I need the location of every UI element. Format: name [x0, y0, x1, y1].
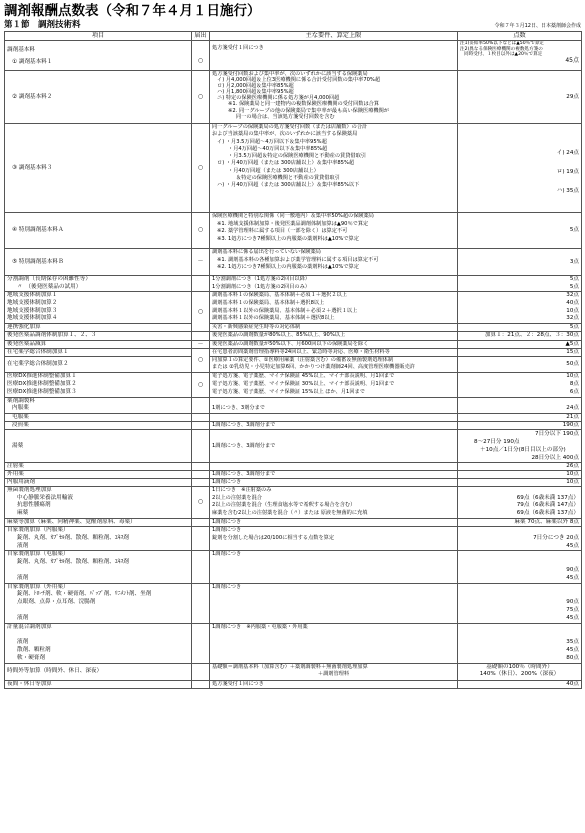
item-cell: ④ 特別調剤基本料Ａ: [5, 213, 192, 249]
table-row: [5, 349, 582, 357]
item-cell: 在宅薬学総合体制加算１: [5, 349, 192, 357]
points-cell: 5点: [458, 324, 582, 332]
notify-cell: [192, 421, 210, 429]
points-cell: 40点: [458, 680, 582, 688]
table-row: [5, 680, 582, 688]
req-cell: 基礎額＝調剤基本料（加算含む）＋薬剤調製料＋無菌製剤処理加算 ＋調剤管理料: [210, 663, 458, 680]
points-cell: ▲5点: [458, 341, 582, 349]
notify-cell: [192, 518, 210, 526]
notify-cell: [192, 332, 210, 341]
points-cell: 5点: [458, 213, 582, 249]
item-cell: 自家製剤加算（外用薬） 錠剤、ﾄﾛｰﾁ剤、軟・硬膏剤、ﾊﾟｯﾌﾟ剤、ﾘﾆﾒﾝﾄ剤、坐剤 点眼剤、点鼻・点耳剤、浣腸剤 液剤: [5, 583, 192, 623]
points-cell: 5点 5点: [458, 276, 582, 292]
fee-table: [4, 31, 582, 689]
table-row: [5, 292, 582, 324]
date-note: 令和７年３月12日、日本薬剤師会作成: [494, 23, 581, 29]
table-row: [5, 583, 582, 623]
points-cell: 3点: [458, 249, 582, 276]
req-cell: 後発医薬品の調剤数量が50%以下、月600回以下の保険薬局を除く: [210, 341, 458, 349]
page-title: 調剤報酬点数表（令和７年４月１日施行）: [4, 3, 261, 19]
req-cell: 同一グループの保険薬局の処方箋受付回数（または店舗数）の合計 および当該薬局の集中率が、次のいずれかに該当する保険薬局 イ) ・月3.5万回超～4万回以下＆集中率95%超 ・月4万回超～40万回以下＆集中率85%超 ・月3.5万回超＆特定の保険医療機関と不動産の賃貸借取引 ロ) ・月40万回超（または 300店舗以上）＆集中率85%超 ・月40万回超（または 300店舗以上） ＆特定の保険医療機関と不動産の賃貸借取引 ハ) ・月40万回超（または 300店舗以上）＆集中率85%以下: [210, 124, 458, 213]
table-row: [5, 372, 582, 397]
req-cell: 保険医療機関と特別な関係（同一敷地内）＆集中率50%超の保険薬局 ※1. 地域支援体制加算・後発医薬品調剤体制加算は▲90％で算定 ※2. 薬学管理料に属する項目（一部を除く）は算定不可 ※3. 1処方につき7種類以上の内服薬の薬剤料は▲10%で算定: [210, 213, 458, 249]
item-cell: 夜間・休日等加算: [5, 680, 192, 688]
table-row: [5, 41, 582, 71]
points-cell: 90点 75点 45点: [458, 583, 582, 623]
points-cell: 50点: [458, 357, 582, 373]
req-cell: 電子処方箋、電子薬歴、マイナ保険証 45%以上、マイナ部長説明、月1回まで 電子処方箋、電子薬歴、マイナ保険証 30%以上、マイナ部長説明、月1回まで 電子処方箋、電子薬歴、マイナ保険証 15%以上 ほか、月1回まで: [210, 372, 458, 397]
table-row: [5, 357, 582, 373]
item-cell: 後発医薬品減算: [5, 341, 192, 349]
notify-cell: [192, 623, 210, 663]
req-cell: 1調剤につき、3調剤分まで: [210, 421, 458, 429]
item-cell: 後発医薬品調剤体制加算１、２、３: [5, 332, 192, 341]
req-cell: 1調剤につき: [210, 478, 458, 486]
points-cell: 21点: [458, 413, 582, 421]
req-cell: 後発医薬品の調剤数量が80%以上、85%以上、90%以上: [210, 332, 458, 341]
notify-cell: [192, 276, 210, 292]
table-row: [5, 470, 582, 478]
item-cell: ② 調剤基本料２: [5, 71, 192, 124]
table-row: [5, 397, 582, 413]
notify-cell: [192, 526, 210, 550]
req-cell: 処方箋受付回数および集中率が、次のいずれかに該当する保険薬局 イ) 月4,000回超＆上位3医療機関に係る合計受付回数の集中率70%超 ロ) 月2,000回超＆集中率85%超 ハ) 月1,800回超＆集中率95%超 ニ) 特定の保険医療機関に係る処方箋が月4,000回超 ※1. 保険薬局と同一建物内の複数保険医療機関の受付回数は合算 ※2. 同一グループの他の保険薬局で集中率が最も高い保険医療機関が 同一の場合は、当該処方箋受付回数を含む: [210, 71, 458, 124]
req-cell: [210, 462, 458, 470]
header-points: 点数: [458, 32, 582, 41]
item-cell: ⑤ 特別調剤基本料Ｂ: [5, 249, 192, 276]
notify-cell: ○: [192, 349, 210, 373]
table-row: [5, 623, 582, 663]
item-cell: 屯服薬: [5, 413, 192, 421]
notify-cell: [192, 413, 210, 421]
table-row: [5, 551, 582, 583]
req-cell: 災害・新興感染症発生時等の対応体制: [210, 324, 458, 332]
item-cell: 分割調剤（長期保存の困難性等） 〃 （後発医薬品の試用）: [5, 276, 192, 292]
points-cell: 注1)妥結率50%以下などは▲50％で算定 注2)異なる保険医療機関の複数処方箋の 同時受付、１枚目以外は▲20％で算定 45点: [458, 41, 582, 71]
notify-cell: [192, 478, 210, 486]
req-cell: [210, 413, 458, 421]
notify-cell: －: [192, 249, 210, 276]
item-cell: 注射薬: [5, 462, 192, 470]
points-cell: 7日分につき 20点 45点: [458, 526, 582, 550]
item-cell: 外用薬: [5, 470, 192, 478]
notify-cell: ○: [192, 486, 210, 518]
req-cell: 1日につき ※注射薬のみ 2以上の注射薬を混合 2以上の注射薬を混合（生理食塩水等で希釈する場合を含む） 麻薬を含む2以上の注射薬を混合（〃）または 原液を無菌的に充填: [210, 486, 458, 518]
points-cell: 24点: [458, 397, 582, 413]
table-row: [5, 341, 582, 349]
req-cell: 1調剤につき 錠剤を分割した場合は20/100に相当する点数を算定: [210, 526, 458, 550]
notify-cell: [192, 470, 210, 478]
item-cell: 医療DX推進体制整備加算１ 医療DX推進体制整備加算２ 医療DX推進体制整備加算３: [5, 372, 192, 397]
table-row: [5, 324, 582, 332]
points-cell: 35点 45点 80点: [458, 623, 582, 663]
table-row: [5, 249, 582, 276]
req-cell: 1調剤につき ※内服薬・屯服薬・外用薬: [210, 623, 458, 663]
item-cell: 時間外等加算（時間外、休日、深夜）: [5, 663, 192, 680]
item-cell: 湯薬: [5, 429, 192, 462]
item-cell: 麻薬等加算（麻薬、向精神薬、覚醒剤原料、毒薬）: [5, 518, 192, 526]
points-cell: 麻薬 70点、麻薬以外 8点: [458, 518, 582, 526]
points-cell: 190点: [458, 421, 582, 429]
notify-cell: [192, 680, 210, 688]
item-cell: 調剤基本料 ① 調剤基本料１: [5, 41, 192, 71]
header-requirements: 主な要件、算定上限: [210, 32, 458, 41]
notify-cell: [192, 397, 210, 413]
table-row: [5, 332, 582, 341]
table-row: [5, 486, 582, 518]
req-cell: 1調剤につき、3調剤分まで: [210, 470, 458, 478]
table-row: [5, 71, 582, 124]
table-row: [5, 124, 582, 213]
table-row: [5, 276, 582, 292]
points-cell: 29点: [458, 71, 582, 124]
req-cell: 1調剤につき: [210, 518, 458, 526]
points-cell: 90点 45点: [458, 551, 582, 583]
document: [4, 0, 581, 689]
notify-cell: [192, 462, 210, 470]
item-cell: 地域支援体制加算１ 地域支援体制加算２ 地域支援体制加算３ 地域支援体制加算４: [5, 292, 192, 324]
notify-cell: ○: [192, 372, 210, 397]
req-cell: 同加算１の算定要件、①医療用麻薬（注射薬含む）の備蓄＆無菌製剤処理体制 または ②乳幼児・小児特定加算6回、かかりつけ薬剤師24回、高度管理医療機器販売許: [210, 357, 458, 373]
header-item: 項目: [5, 32, 192, 41]
table-row: [5, 478, 582, 486]
req-cell: 1調剤につき: [210, 583, 458, 623]
req-cell: 1剤につき、3剤分まで: [210, 397, 458, 413]
points-cell: 基礎額の100％（時間外） 140%（休日）、200%（深夜）: [458, 663, 582, 680]
req-cell: 1調剤につき: [210, 551, 458, 583]
item-cell: ③ 調剤基本料３: [5, 124, 192, 213]
notify-cell: －: [192, 341, 210, 349]
table-row: [5, 526, 582, 550]
points-cell: 10点 8点 6点: [458, 372, 582, 397]
subheader: [4, 20, 581, 31]
req-cell: 調剤基本料に係る届出を行っていない保険薬局 ※1. 調剤基本料の各種加算および薬学管理料に属する項目は算定不可 ※2. 1処方につき7種類以上の内服薬の薬剤料は▲10%で算定: [210, 249, 458, 276]
points-cell: 10点: [458, 470, 582, 478]
header-notify: 届出: [192, 32, 210, 41]
points-cell: 10点: [458, 478, 582, 486]
req-cell: 1調剤につき、3調剤分まで: [210, 429, 458, 462]
table-header-row: [5, 32, 582, 41]
req-cell: 処方箋受付１回につき: [210, 680, 458, 688]
item-cell: 薬剤調製料 内服薬: [5, 397, 192, 413]
notify-cell: ○: [192, 41, 210, 71]
notify-cell: [192, 583, 210, 623]
notify-cell: ○: [192, 124, 210, 213]
table-row: [5, 429, 582, 462]
notify-cell: ○: [192, 292, 210, 332]
notify-cell: [192, 663, 210, 680]
notify-cell: [192, 551, 210, 583]
points-cell: 7日分以下 190点 8～27日分 190点 ＋10点／1日分(8日目以上の部分) 28日分以上 400点: [458, 429, 582, 462]
item-cell: 自家製剤加算（屯服薬） 錠剤、丸剤、ｶﾌﾟｾﾙ剤、散剤、顆粒剤、ｴｷｽ剤 液剤: [5, 551, 192, 583]
table-row: [5, 421, 582, 429]
points-cell: 26点: [458, 462, 582, 470]
req-cell: 1分割調剤につき（1処方箋の2回目以降） 1分割調剤につき（1処方箋の2回目のみ）: [210, 276, 458, 292]
req-cell: 在宅患者訪問薬剤管理指導料等24回以上、緊急時等対応、医療・衛生材料等: [210, 349, 458, 357]
table-row: [5, 462, 582, 470]
notify-cell: ○: [192, 213, 210, 249]
item-cell: 無菌製剤処理加算 中心静脈栄養法用輸液 抗悪性腫瘍剤 麻薬: [5, 486, 192, 518]
item-cell: 計量混合調剤加算 液剤 散剤、顆粒剤 軟・硬膏剤: [5, 623, 192, 663]
points-cell: 69点（6歳未満 137点） 79点（6歳未満 147点） 69点（6歳未満 137点）: [458, 486, 582, 518]
points-cell: 32点 40点 10点 32点: [458, 292, 582, 324]
notify-cell: [192, 429, 210, 462]
item-cell: 自家製剤加算（内服薬） 錠剤、丸剤、ｶﾌﾟｾﾙ剤、散剤、顆粒剤、ｴｷｽ剤 液剤: [5, 526, 192, 550]
item-cell: 内服用滴剤: [5, 478, 192, 486]
req-cell: 調剤基本料１の保険薬局、基本体制＋必須１＋選択２以上 調剤基本料１の保険薬局、基本体制＋選択8以上 調剤基本料１以外の保険薬局、基本体制＋必須２＋選択１以上 調剤基本料１以外の保険薬局、基本体制＋選択8以上: [210, 292, 458, 324]
notify-cell: ○: [192, 71, 210, 124]
points-cell: 加算１：21点、２：28点、３：30点: [458, 332, 582, 341]
table-row: [5, 663, 582, 680]
table-row: [5, 413, 582, 421]
table-row: [5, 213, 582, 249]
table-row: [5, 518, 582, 526]
points-cell: 15点: [458, 349, 582, 357]
section-title: 第１節 調剤技術料: [4, 20, 81, 30]
item-cell: 連携強化加算: [5, 324, 192, 332]
req-cell: 処方箋受付１回につき: [210, 41, 458, 71]
points-cell: イ) 24点 ロ) 19点 ハ) 35点: [458, 124, 582, 213]
item-cell: 浸煎薬: [5, 421, 192, 429]
item-cell: 在宅薬学総合体制加算２: [5, 357, 192, 373]
